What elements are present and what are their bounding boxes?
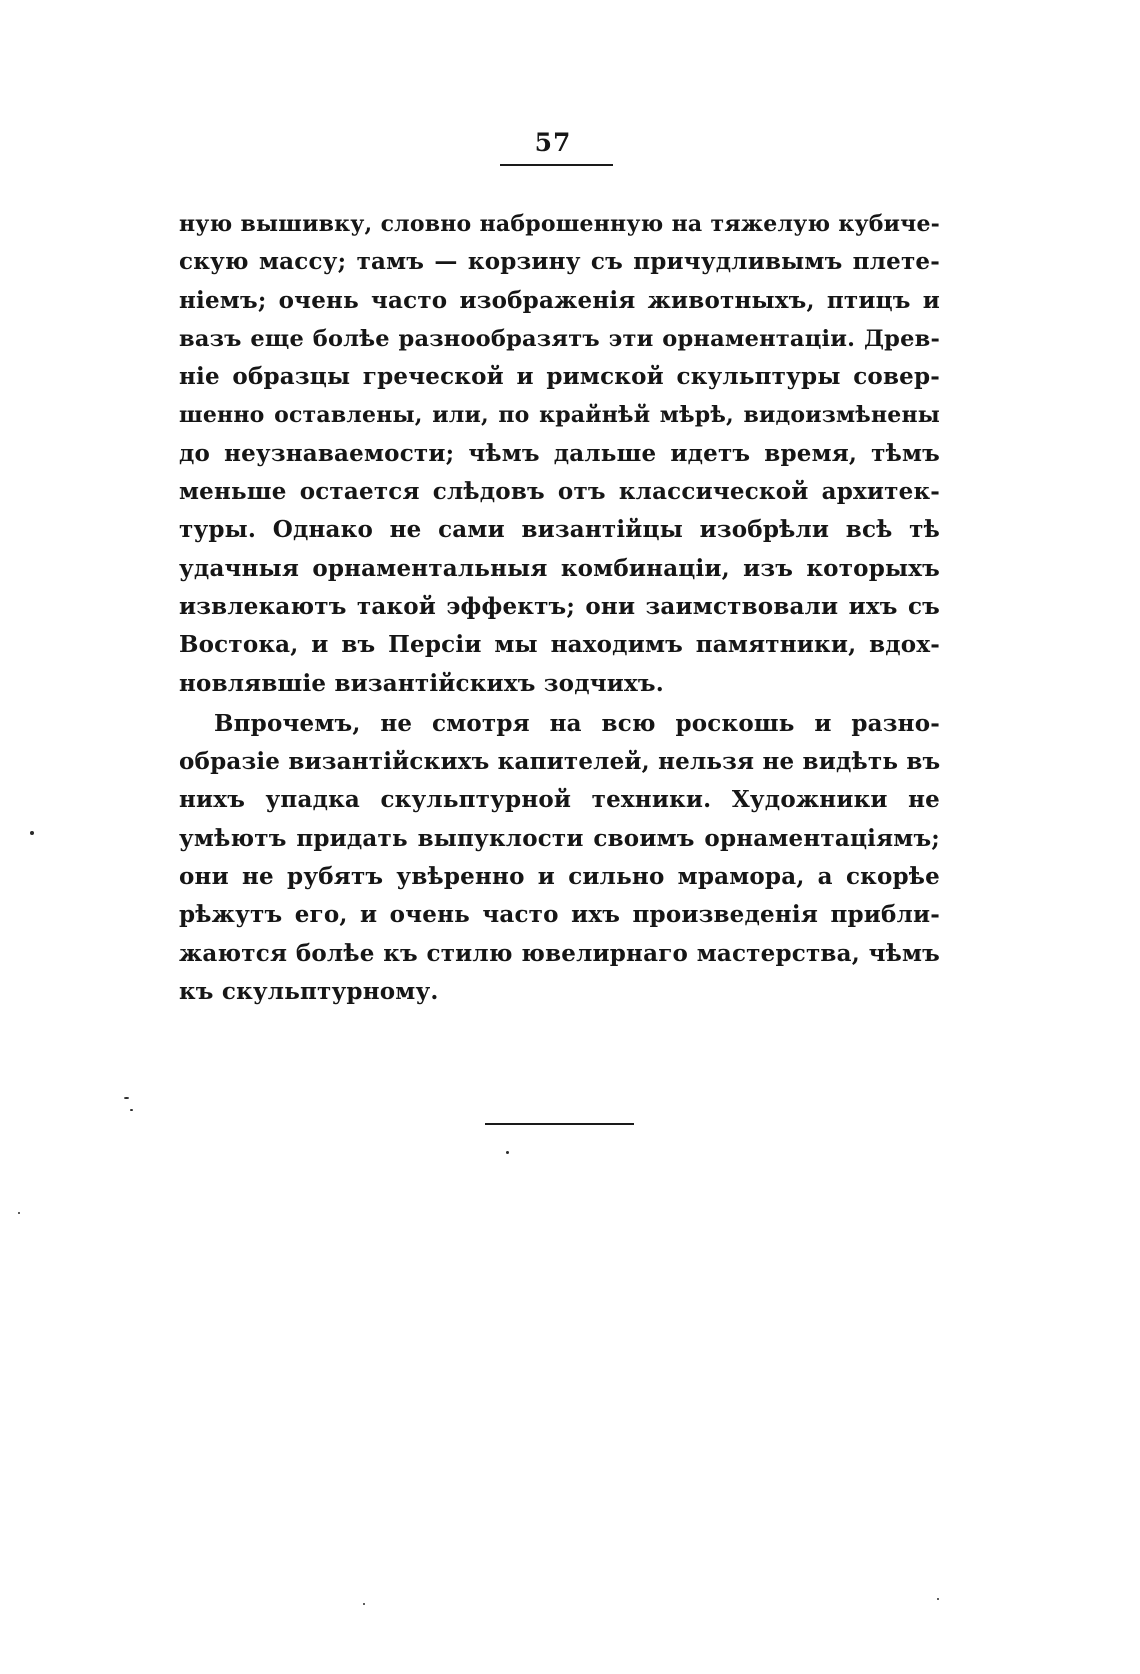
- text-line: къ скульптурному.: [179, 977, 439, 1005]
- text-line: удачныя орнаментальныя комбинаціи, изъ которыхъ: [179, 554, 940, 582]
- text-line: Впрочемъ, не смотря на всю роскошь и разно-: [214, 709, 940, 737]
- text-line: туры. Однако не сами византійцы изобрѣли всѣ тѣ: [179, 516, 940, 544]
- text-line: скую массу; тамъ — корзину съ причудливымъ плете-: [179, 248, 940, 276]
- text-line: ніе образцы греческой и римской скульптуры совер-: [179, 363, 940, 391]
- scan-speck: [506, 1151, 509, 1154]
- text-line: новлявшіе византійскихъ зодчихъ.: [179, 669, 664, 697]
- paragraph-1: [179, 205, 940, 703]
- header-rule: [500, 164, 613, 166]
- body-text: [179, 205, 940, 1011]
- text-line: Востока, и въ Персіи мы находимъ памятники, вдох-: [179, 631, 940, 659]
- text-line: образіе византійскихъ капителей, нельзя не видѣть въ: [179, 748, 941, 776]
- scan-speck: [30, 831, 34, 835]
- paragraph-2: [179, 705, 940, 1011]
- text-line: жаются болѣе къ стилю ювелирнаго мастерства, чѣмъ: [179, 939, 940, 967]
- end-rule: [485, 1123, 634, 1125]
- text-line: меньше остается слѣдовъ отъ классической архитек-: [179, 478, 940, 506]
- scan-speck: [937, 1598, 939, 1600]
- page-number: 57: [534, 128, 572, 157]
- scan-speck: [363, 1603, 365, 1605]
- scan-speck: [130, 1109, 133, 1111]
- text-line: они не рубятъ увѣренно и сильно мрамора, а скорѣе: [179, 863, 940, 891]
- scan-speck: [18, 1212, 20, 1214]
- text-line: умѣютъ придать выпуклости своимъ орнаментаціямъ;: [179, 824, 940, 852]
- text-line: извлекаютъ такой эффектъ; они заимствовали ихъ съ: [179, 592, 940, 620]
- text-line: ніемъ; очень часто изображенія животныхъ, птицъ и: [179, 286, 940, 314]
- text-line: ную вышивку, словно наброшенную на тяжелую кубиче-: [179, 211, 940, 237]
- text-line: нихъ упадка скульптурной техники. Художники не: [179, 786, 940, 814]
- text-line: до неузнаваемости; чѣмъ дальше идетъ время, тѣмъ: [179, 439, 940, 467]
- text-line: вазъ еще болѣе разнообразятъ эти орнаментаціи. Древ-: [179, 325, 940, 352]
- text-line: шенно оставлены, или, по крайнѣй мѣрѣ, видоизмѣнены: [179, 402, 940, 429]
- text-line: рѣжутъ его, и очень часто ихъ произведенія прибли-: [179, 901, 940, 929]
- scan-speck: [124, 1097, 129, 1099]
